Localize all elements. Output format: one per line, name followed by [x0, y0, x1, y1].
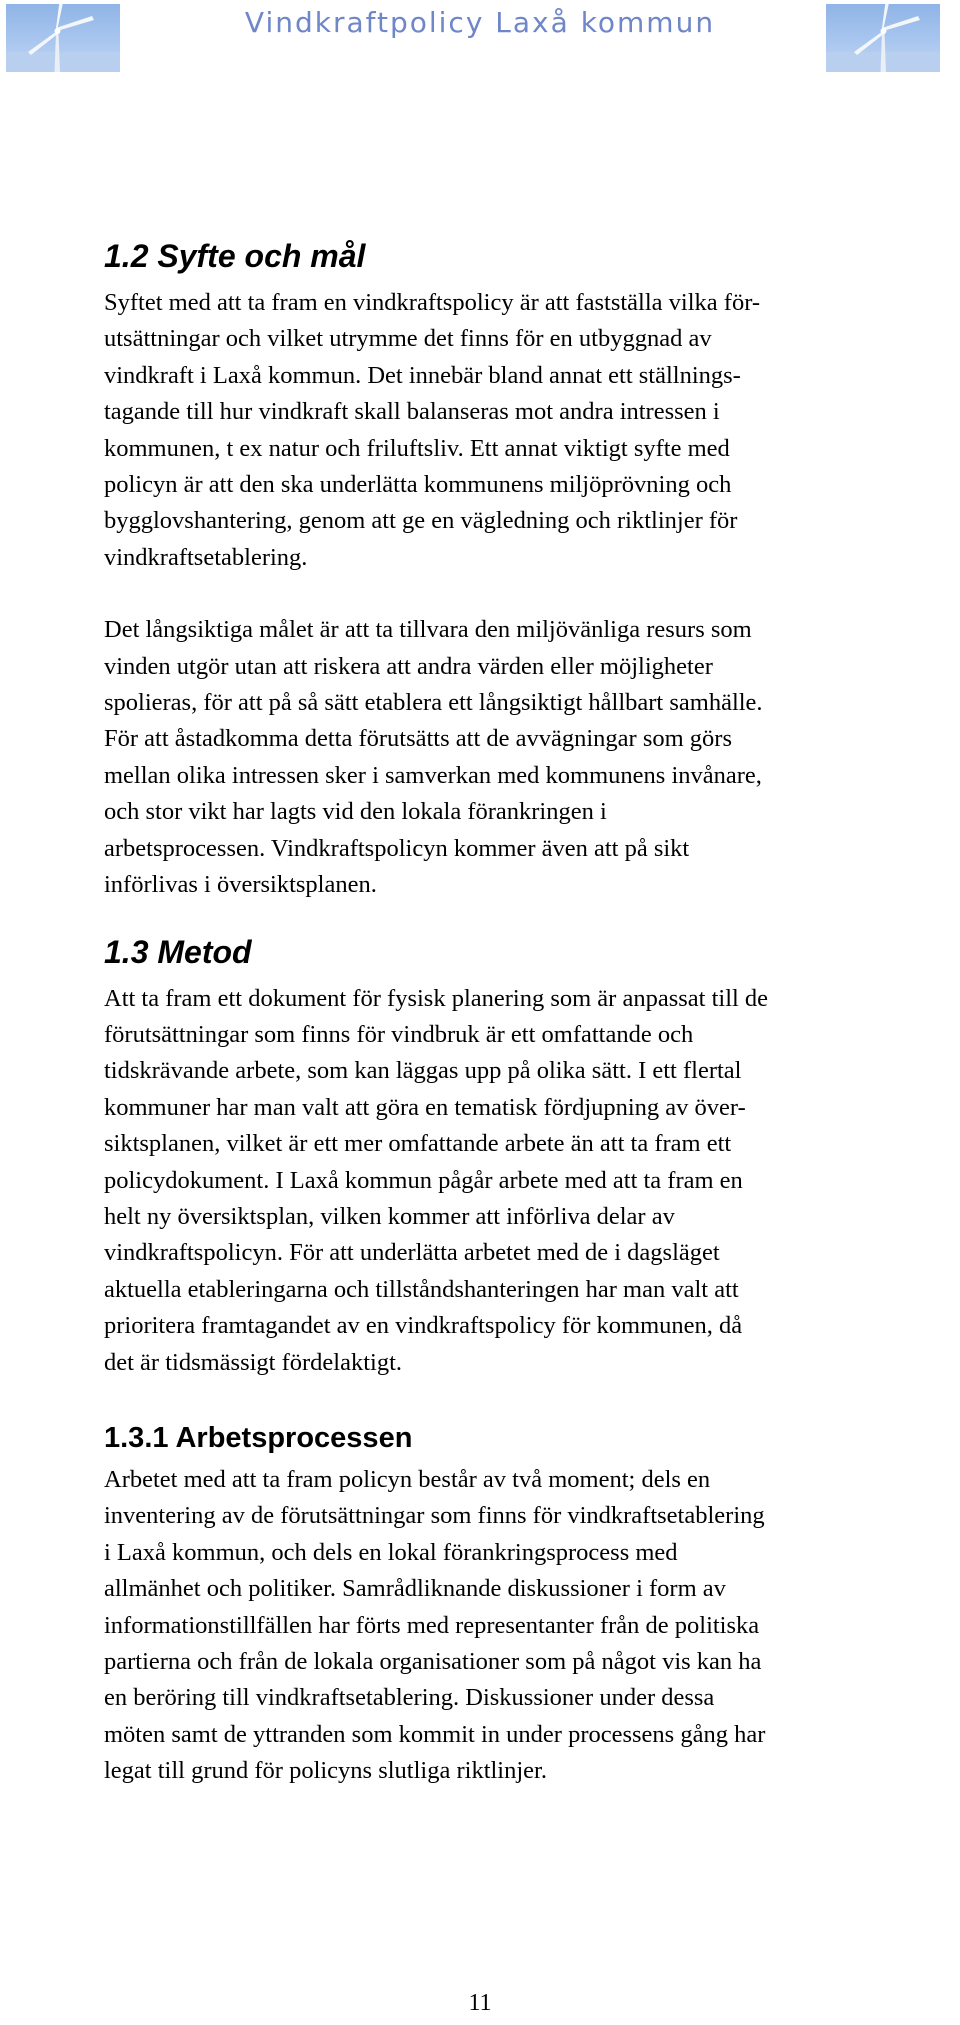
- document-running-title: Vindkraftpolicy Laxå kommun: [244, 6, 716, 39]
- paragraph-metod: Att ta fram ett dokument för fysisk planering som är anpassat till de förutsättningar som finns för vindbruk är ett omfattande och tidskrävande arbete, som kan läggas upp på olika sätt. I ett flertal kommuner har man valt att göra en tematisk fördjupning av över- siktsplanen, vilket är ett mer omfattande arbete än att ta fram ett policydokument. I Laxå kommun pågår arbete med att ta fram en helt ny översiktsplan, vilken kommer att införliva delar av vindkraftspolicyn. För att underlätta arbetet med de i dagsläget aktuella etableringarna och tillståndshanteringen har man valt att prioritera framtagandet av en vindkraftspolicy för kommunen, då det är tidsmässigt fördelaktigt.: [104, 984, 769, 1376]
- wind-turbine-logo-right: [826, 4, 940, 72]
- paragraph-spacer: [104, 576, 960, 612]
- subsection-heading-arbetsprocessen: 1.3.1 Arbetsprocessen: [104, 1421, 413, 1454]
- page-body: [104, 236, 960, 1790]
- section-heading-syfte-och-mal: 1.2 Syfte och mål: [104, 238, 366, 274]
- section-spacer: [104, 904, 960, 932]
- section-spacer: [104, 1381, 960, 1419]
- paragraph-syfte: Syftet med att ta fram en vindkraftspolicy är att fastställa vilka för- utsättningar och vilket utrymme det finns för en utbyggnad av vindkraft i Laxå kommun. Det innebär bland annat ett ställnings- tagande till hur vindkraft skall balanseras mot andra intressen i kommunen, t ex natur och friluftsliv. Ett annat viktigt syfte med policyn är att den ska underlätta kommunens miljöprövning och bygglovshantering, genom att ge en vägledning och riktlinjer för vindkraftsetablering.: [104, 289, 761, 571]
- section-heading-metod: 1.3 Metod: [104, 933, 252, 970]
- paragraph-mal: Det långsiktiga målet är att ta tillvara den miljövänliga resurs som vinden utgör utan att riskera att andra värden eller möjligheter spolieras, för att på så sätt etablera ett långsiktigt hållbart samhälle. För att åstadkomma detta förutsätts att de avvägningar som görs mellan olika intressen sker i samverkan med kommunens invånare, och stor vikt har lagts vid den lokala förankringen i arbetsprocessen. Vindkraftspolicyn kommer även att på sikt införlivas i översiktsplanen.: [104, 616, 763, 899]
- page-header: [0, 0, 960, 80]
- wind-turbine-icon: [826, 4, 940, 72]
- page-number: 11: [468, 1990, 492, 2016]
- paragraph-arbetsprocessen: Arbetet med att ta fram policyn består av två moment; dels en inventering av de förutsättningar som finns för vindkraftsetablering i Laxå kommun, och dels en lokal förankringsprocess med allmänhet och politiker. Samrådliknande diskussioner i form av informationstillfällen har förts med representanter från de politiska partierna och från de lokala organisationer som på något vis kan ha en beröring till vindkraftsetablering. Diskussioner under dessa möten samt de yttranden som kommit in under processens gång har legat till grund för policyns slutliga riktlinjer.: [104, 1465, 766, 1785]
